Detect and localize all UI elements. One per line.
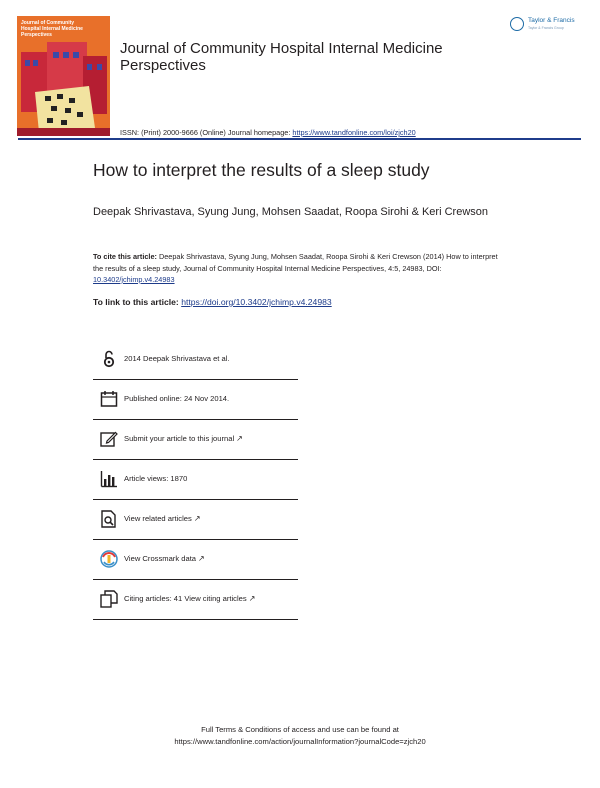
footer-journal-info-link[interactable]: https://www.tandfonline.com/action/journalInformation?journalCode=zjch20 (174, 737, 426, 746)
submit-article-label: Submit your article to this journal (124, 434, 235, 443)
info-row-citing[interactable] (93, 580, 298, 620)
issn-line (120, 128, 416, 137)
link-label: To link to this article: (93, 297, 182, 307)
external-link-icon: ↗ (193, 514, 201, 523)
bar-chart-icon (100, 470, 118, 488)
submit-article-link[interactable] (124, 434, 243, 443)
row-divider (93, 619, 298, 620)
journal-title: Journal of Community Hospital Internal Medicine Perspectives (120, 40, 443, 74)
crossmark-label: View Crossmark data (124, 554, 197, 563)
info-row-submit[interactable] (93, 420, 298, 460)
open-access-icon (100, 350, 118, 368)
citing-articles-link[interactable] (124, 594, 255, 603)
info-row-published (93, 380, 298, 420)
related-articles-label: View related articles (124, 514, 192, 523)
footer (0, 724, 600, 748)
crossmark-icon (100, 550, 118, 568)
article-link-line (93, 297, 332, 307)
cover-journal-title: Journal of Community Hospital Internal Medicine Perspectives (21, 20, 83, 38)
citation-block (93, 251, 503, 286)
footer-terms-text: Full Terms & Conditions of access and use can be found at (201, 725, 399, 734)
journal-cover-image (17, 16, 110, 136)
external-link-icon: ↗ (236, 434, 243, 443)
citing-articles-icon (100, 590, 118, 608)
document-search-icon (100, 510, 118, 528)
publisher-tagline: Taylor & Francis Group (528, 26, 564, 30)
article-title: How to interpret the results of a sleep study (93, 160, 430, 180)
published-date-text: Published online: 24 Nov 2014. (124, 394, 230, 403)
external-link-icon: ↗ (198, 554, 205, 563)
info-row-related[interactable] (93, 500, 298, 540)
article-doi-link[interactable]: https://doi.org/10.3402/jchimp.v4.24983 (181, 297, 332, 307)
edit-icon (100, 430, 118, 448)
cite-text: Deepak Shrivastava, Syung Jung, Mohsen Saadat, Roopa Sirohi & Keri Crewson (2014) How to interpret the results of a sleep study, Journal of Community Hospital Internal Medicine Perspectives, 4:5, 24983, DOI: (93, 252, 498, 273)
open-access-text: 2014 Deepak Shrivastava et al. (124, 354, 230, 363)
publisher-logo-icon (510, 17, 524, 31)
cite-label: To cite this article: (93, 252, 159, 261)
info-row-open-access (93, 340, 298, 380)
related-articles-link[interactable] (124, 514, 201, 523)
journal-homepage-link[interactable]: https://www.tandfonline.com/loi/zjch20 (292, 128, 416, 137)
crossmark-link[interactable] (124, 554, 205, 563)
publisher-logo (510, 16, 582, 36)
info-row-crossmark[interactable] (93, 540, 298, 580)
article-authors: Deepak Shrivastava, Syung Jung, Mohsen Saadat, Roopa Sirohi & Keri Crewson (93, 206, 488, 218)
cite-doi-link[interactable]: 10.3402/jchimp.v4.24983 (93, 275, 175, 284)
citing-articles-label: Citing articles: 41 View citing articles (124, 594, 247, 603)
header-divider (18, 138, 581, 140)
issn-text: ISSN: (Print) 2000-9666 (Online) Journal homepage: (120, 128, 293, 137)
info-row-views (93, 460, 298, 500)
article-views-text: Article views: 1870 (124, 474, 188, 483)
calendar-icon (100, 390, 118, 408)
publisher-name: Taylor & Francis (528, 17, 575, 24)
external-link-icon: ↗ (248, 594, 256, 603)
